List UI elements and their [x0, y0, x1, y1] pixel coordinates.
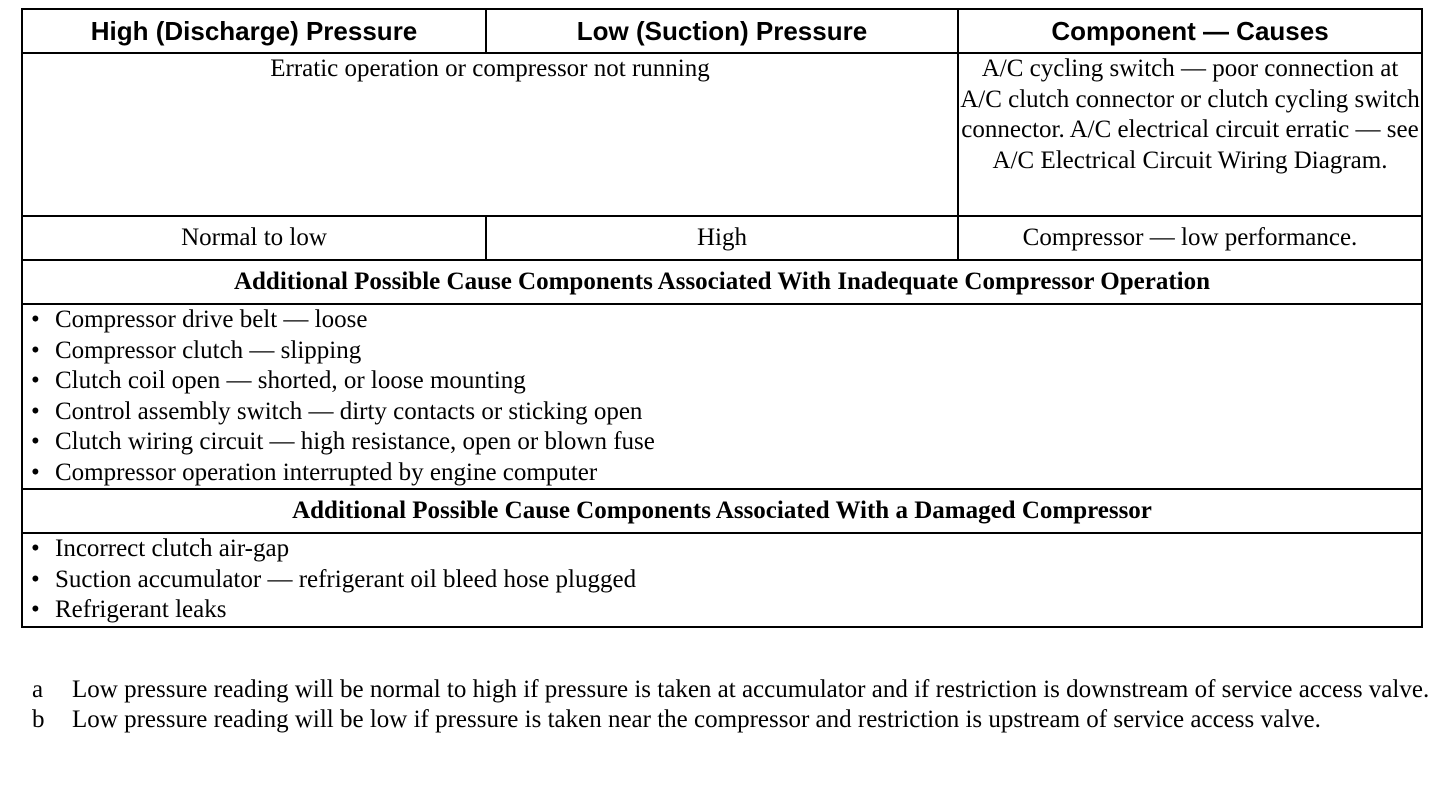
- compressor-cause-cell: Compressor — low performance.: [958, 216, 1422, 260]
- erratic-row: [22, 53, 1422, 216]
- high-pressure-value: Normal to low: [22, 216, 486, 260]
- damaged-compressor-list: [23, 534, 1421, 626]
- list-item: [23, 305, 1421, 336]
- list-item-text: Suction accumulator — refrigerant oil bleed hose plugged: [55, 565, 637, 593]
- footnotes: [32, 675, 1432, 735]
- list-item-text: Compressor drive belt — loose: [55, 306, 368, 333]
- list-item-text: Clutch coil open — shorted, or loose mounting: [55, 367, 526, 394]
- list-item: [23, 458, 1421, 489]
- low-pressure-value: High: [486, 216, 958, 260]
- list-item-text: Incorrect clutch air-gap: [55, 535, 290, 562]
- inadequate-operation-list: [23, 305, 1421, 488]
- header-component-causes: Component — Causes: [958, 9, 1422, 53]
- list-item: [23, 427, 1421, 458]
- bullet-icon: •: [31, 565, 40, 593]
- section-list-row: [22, 304, 1422, 489]
- footnote-text: Low pressure reading will be low if pressure is taken near the compressor and restriction is upstream of service access valve.: [72, 706, 1321, 733]
- header-high-pressure: High (Discharge) Pressure: [22, 9, 486, 53]
- inadequate-operation-title: Additional Possible Cause Components Associated With Inadequate Compressor Operation: [22, 260, 1422, 304]
- bullet-icon: •: [31, 458, 40, 486]
- inadequate-operation-list-cell: [22, 304, 1422, 489]
- bullet-icon: •: [31, 336, 40, 364]
- bullet-icon: •: [31, 535, 40, 562]
- damaged-compressor-title: Additional Possible Cause Components Associated With a Damaged Compressor: [22, 489, 1422, 533]
- damaged-compressor-list-cell: [22, 533, 1422, 627]
- bullet-icon: •: [31, 397, 40, 425]
- list-item: [23, 366, 1421, 397]
- list-item: [23, 595, 1421, 626]
- header-row: [22, 9, 1422, 53]
- header-low-pressure: Low (Suction) Pressure: [486, 9, 958, 53]
- bullet-icon: •: [31, 428, 40, 455]
- diagnosis-table: [21, 8, 1423, 628]
- footnote-text: Low pressure reading will be normal to high if pressure is taken at accumulator and if restriction is downstream of service access valve.: [72, 676, 1430, 703]
- list-item-text: Compressor clutch — slipping: [55, 336, 362, 364]
- footnote-a: [32, 675, 1432, 705]
- list-item-text: Compressor operation interrupted by engine computer: [55, 458, 598, 486]
- footnote-marker: b: [32, 706, 45, 733]
- list-item-text: Refrigerant leaks: [55, 596, 227, 623]
- cycling-switch-cause-cell: A/C cycling switch — poor connection at A/C clutch connector or clutch cycling switch connector. A/C electrical circuit erratic — see A/C Electrical Circuit Wiring Diagram.: [958, 53, 1422, 216]
- footnote-b: [32, 705, 1432, 735]
- list-item-text: Clutch wiring circuit — high resistance, open or blown fuse: [55, 428, 655, 455]
- footnote-marker: a: [32, 676, 44, 703]
- list-item: [23, 336, 1421, 367]
- bullet-icon: •: [31, 367, 40, 394]
- list-item: [23, 397, 1421, 428]
- section-title-row: [22, 489, 1422, 533]
- list-item: [23, 534, 1421, 565]
- section-list-row: [22, 533, 1422, 627]
- bullet-icon: •: [31, 596, 40, 623]
- list-item: [23, 565, 1421, 596]
- bullet-icon: •: [31, 306, 40, 333]
- section-title-row: [22, 260, 1422, 304]
- erratic-operation-cell: Erratic operation or compressor not running: [22, 53, 958, 216]
- list-item-text: Control assembly switch — dirty contacts or sticking open: [55, 397, 643, 425]
- low-performance-row: [22, 216, 1422, 260]
